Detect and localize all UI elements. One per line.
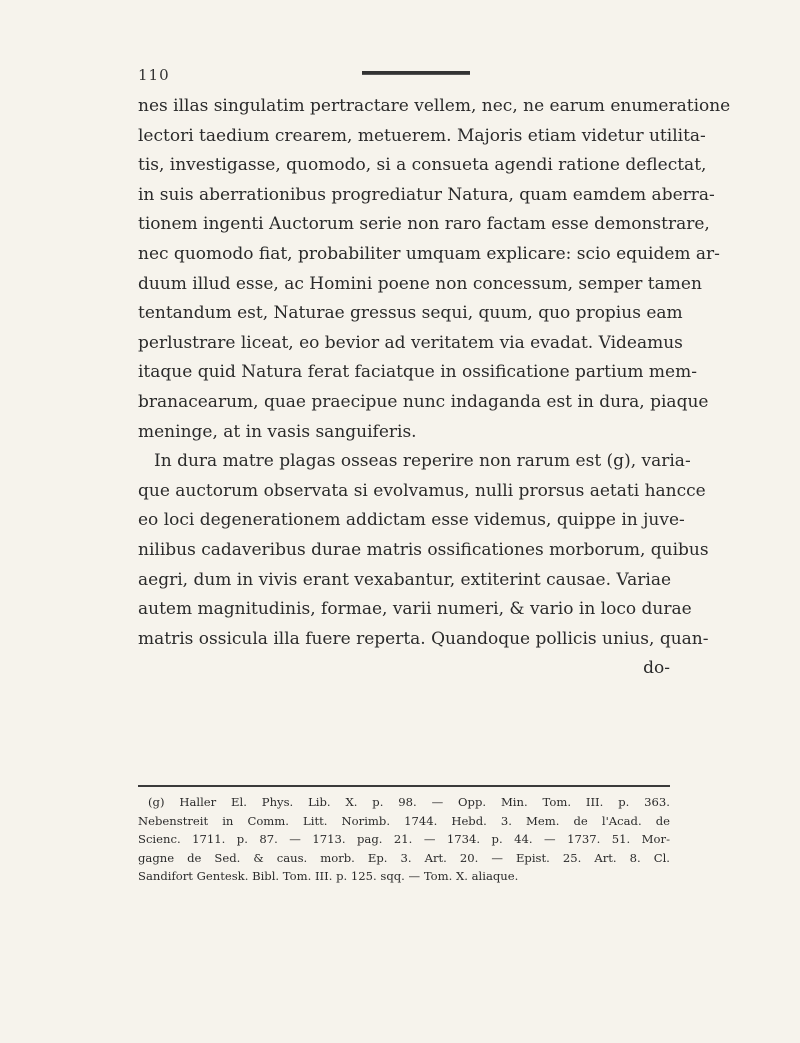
text-line: nilibus cadaveribus durae matris ossificationes morborum, quibus [138, 539, 709, 560]
text-line: eo loci degenerationem addictam esse videmus, quippe in juve- [138, 510, 685, 531]
catchword: do- [643, 658, 670, 679]
text-line: in suis aberrationibus progrediatur Natura, quam eamdem aberra- [138, 184, 715, 205]
footnote-line: Sandifort Gentesk. Bibl. Tom. III. p. 125. sqq. — Tom. X. aliaque. [138, 869, 519, 884]
text-line: nec quomodo fiat, probabiliter umquam explicare: scio equidem ar- [138, 243, 720, 264]
text-line: duum illud esse, ac Homini poene non concessum, semper tamen [138, 273, 702, 294]
text-line: autem magnitudinis, formae, varii numeri, & vario in loco durae [138, 599, 692, 620]
footnote-line: Scienc. 1711. p. 87. — 1713. pag. 21. — 1734. p. 44. — 1737. 51. Mor- [138, 832, 670, 847]
text-line: branacearum, quae praecipue nunc indaganda est in dura, piaque [138, 391, 709, 412]
footnote-rule [138, 785, 670, 787]
text-line: itaque quid Natura ferat faciatque in ossificatione partium mem- [138, 362, 697, 383]
text-line: aegri, dum in vivis erant vexabantur, extiterint causae. Variae [138, 569, 672, 590]
text-line: In dura matre plagas osseas reperire non rarum est (g), varia- [154, 451, 691, 472]
text-line: meninge, at in vasis sanguiferis. [138, 421, 417, 442]
footnotes [138, 793, 670, 886]
text-line: tentandum est, Naturae gressus sequi, quum, quo propius eam [138, 303, 683, 324]
footnote-line: Nebenstreit in Comm. Litt. Norimb. 1744. Hebd. 3. Mem. de l'Acad. de [138, 813, 670, 828]
header-rule [362, 71, 470, 75]
text-line: tionem ingenti Auctorum serie non raro factam esse demonstrare, [138, 214, 710, 235]
text-line: perlustrare liceat, eo bevior ad veritatem via evadat. Videamus [138, 332, 683, 353]
footnote-line: (g) Haller El. Phys. Lib. X. p. 98. — Opp. Min. Tom. III. p. 363. [148, 795, 670, 809]
text-line: matris ossicula illa fuere reperta. Quandoque pollicis unius, quan- [138, 628, 709, 649]
text-line: que auctorum observata si evolvamus, nulli prorsus aetati hancce [138, 480, 706, 501]
page-number: 110 [138, 66, 170, 84]
main-text [138, 92, 731, 684]
text-line: tis, investigasse, quomodo, si a consueta agendi ratione deflectat, [138, 155, 707, 176]
text-line: lectori taedium crearem, metuerem. Majoris etiam videtur utilita- [138, 125, 706, 146]
footnote-line: gagne de Sed. & caus. morb. Ep. 3. Art. 20. — Epist. 25. Art. 8. Cl. [138, 850, 670, 865]
text-line: nes illas singulatim pertractare vellem, nec, ne earum enumeratione [138, 96, 731, 116]
